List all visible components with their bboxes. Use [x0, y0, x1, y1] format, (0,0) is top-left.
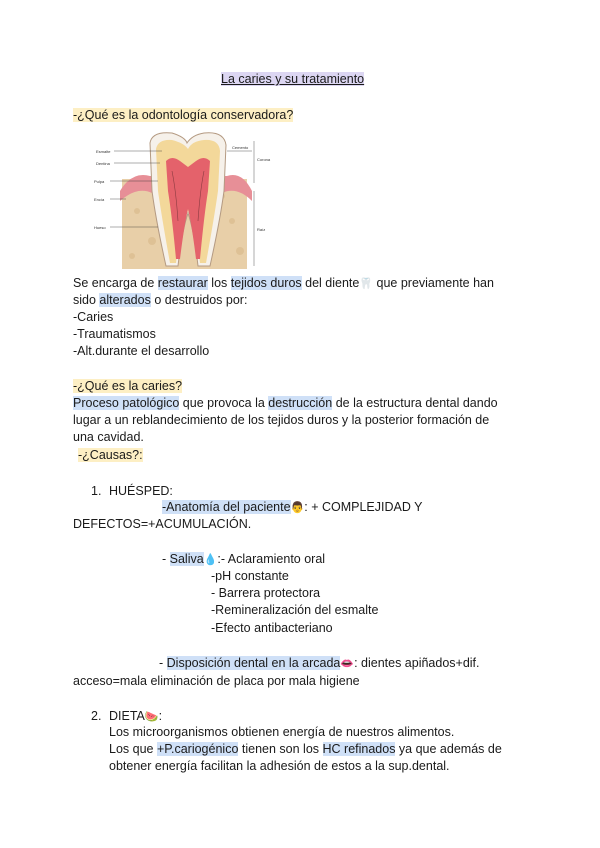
saliva-line: - Saliva💧:- Aclaramiento oral — [162, 552, 326, 566]
dieta-line3: obtener energía facilitan la adhesión de estos a la sup.dental. — [109, 759, 450, 773]
label-pulpa: Pulpa — [94, 179, 105, 184]
list-item: -Alt.durante el desarrollo — [73, 344, 210, 358]
page-title: La caries y su tratamiento — [221, 72, 365, 86]
label-hueso: Hueso — [94, 225, 106, 230]
label-raiz: Raíz — [257, 227, 266, 232]
question-conservadora: -¿Qué es la odontología conservadora? — [73, 108, 294, 122]
label-esmalte: Esmalte — [96, 149, 111, 154]
saliva-sub-item: -pH constante — [211, 569, 289, 583]
paragraph-caries-line3: una cavidad. — [73, 430, 144, 444]
saliva-sub-item: -Efecto antibacteriano — [211, 621, 333, 635]
lips-icon: 👄 — [340, 657, 355, 670]
dieta-line2: Los que +P.cariogénico tienen son los HC refinados ya que además de — [109, 742, 502, 756]
anatomia-line2: DEFECTOS=+ACUMULACIÓN. — [73, 517, 252, 531]
list-number: 2. — [91, 709, 102, 723]
label-cemento: Cemento — [232, 145, 249, 150]
watermelon-icon: 🍉 — [144, 710, 159, 723]
list-item: -Traumatismos — [73, 327, 156, 341]
paragraph-definition-line1: Se encarga de restaurar los tejidos duros del diente🦷 que previamente han — [73, 276, 494, 290]
person-icon: 👨 — [290, 501, 305, 514]
paragraph-caries-line1: Proceso patológico que provoca la destrucción de la estructura dental dando — [73, 396, 498, 410]
item-huesped-label: HUÉSPED: — [109, 484, 173, 498]
label-dentina: Dentina — [96, 161, 110, 166]
saliva-sub-item: -Remineralización del esmalte — [211, 603, 379, 617]
list-number: 1. — [91, 484, 102, 498]
saliva-sub-item: - Barrera protectora — [211, 586, 321, 600]
paragraph-definition-line2: sido alterados o destruidos por: — [73, 293, 248, 307]
disposicion-line1: - Disposición dental en la arcada👄: dientes apiñados+dif. — [159, 656, 480, 670]
tooth-diagram — [92, 131, 282, 269]
dieta-line1: Los microorganismos obtienen energía de nuestros alimentos. — [109, 725, 455, 739]
anatomia-line1: -Anatomía del paciente👨: + COMPLEJIDAD Y — [162, 500, 423, 514]
disposicion-line2: acceso=mala eliminación de placa por mala higiene — [73, 674, 360, 688]
question-causas: -¿Causas?: — [78, 448, 143, 462]
item-dieta-label: DIETA🍉: — [109, 709, 163, 723]
tooth-icon: 🦷 — [359, 277, 374, 290]
list-item: -Caries — [73, 310, 114, 324]
label-encia: Encía — [94, 197, 105, 202]
paragraph-caries-line2: lugar a un reblandecimiento de los tejidos duros y la posterior formación de — [73, 413, 490, 427]
droplet-icon: 💧 — [203, 553, 218, 566]
label-corona: Corona — [257, 157, 271, 162]
question-caries: -¿Qué es la caries? — [73, 379, 183, 393]
